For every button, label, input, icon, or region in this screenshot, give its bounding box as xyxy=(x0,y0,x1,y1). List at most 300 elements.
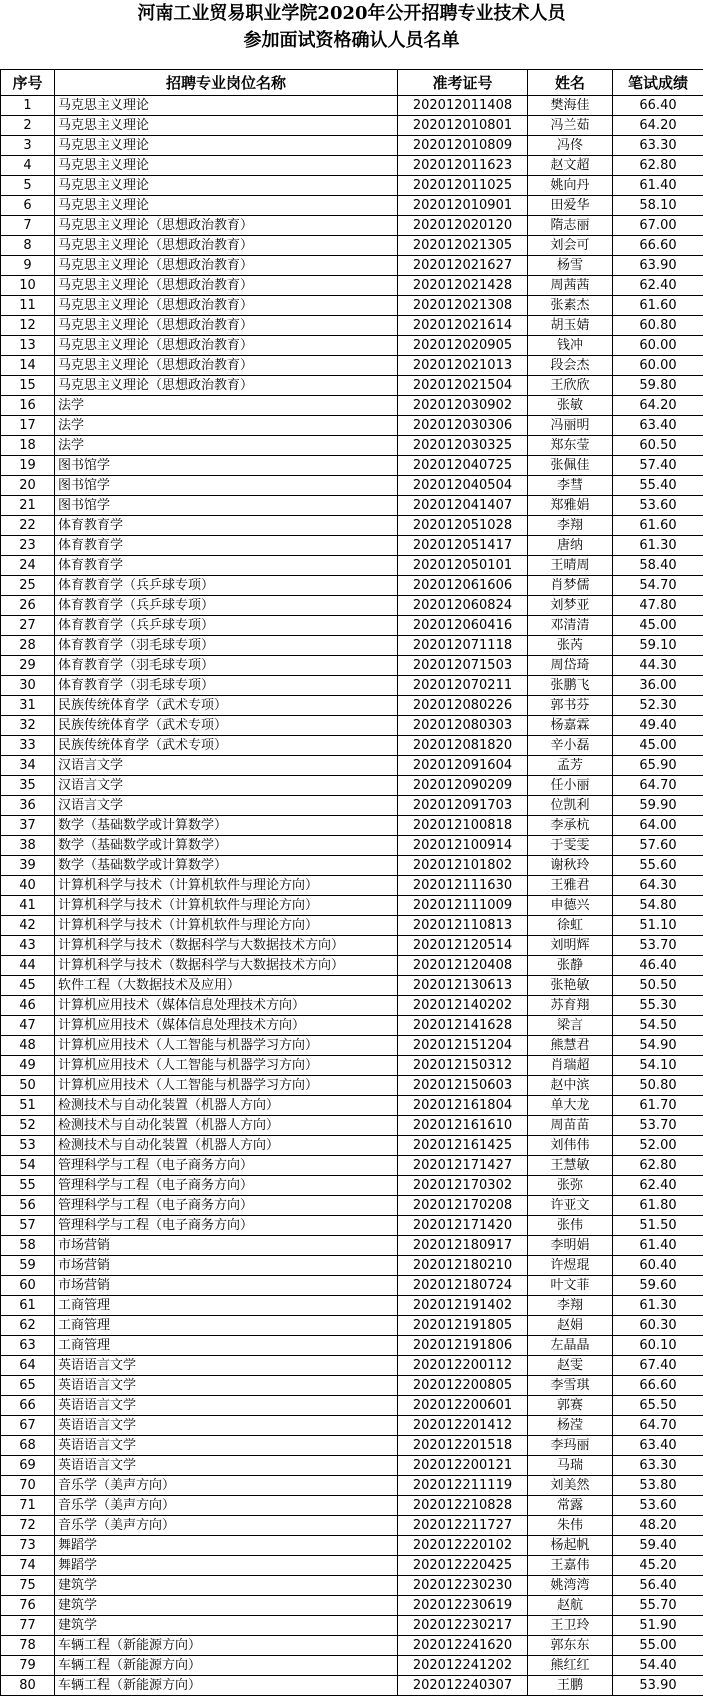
table-row xyxy=(1,1076,703,1096)
position-name-cell: 马克思主义理论（思想政治教育） xyxy=(55,336,398,356)
candidate-name-cell: 冯兰茹 xyxy=(528,116,613,136)
exam-number-cell: 202012071503 xyxy=(398,656,528,676)
written-score-cell: 53.70 xyxy=(613,936,703,956)
serial-number-cell: 68 xyxy=(1,1436,55,1456)
serial-number-cell: 20 xyxy=(1,476,55,496)
serial-number-cell: 48 xyxy=(1,1036,55,1056)
candidate-name-cell: 郭赛 xyxy=(528,1396,613,1416)
written-score-cell: 61.40 xyxy=(613,176,703,196)
candidate-name-cell: 任小丽 xyxy=(528,776,613,796)
written-score-cell: 47.80 xyxy=(613,596,703,616)
written-score-cell: 60.30 xyxy=(613,1316,703,1336)
written-score-cell: 63.30 xyxy=(613,136,703,156)
position-name-cell: 英语语言文学 xyxy=(55,1396,398,1416)
position-name-cell: 检测技术与自动化装置（机器人方向） xyxy=(55,1136,398,1156)
table-row xyxy=(1,836,703,856)
written-score-cell: 55.30 xyxy=(613,996,703,1016)
table-row xyxy=(1,1536,703,1556)
written-score-cell: 62.80 xyxy=(613,1156,703,1176)
table-row xyxy=(1,596,703,616)
serial-number-cell: 9 xyxy=(1,256,55,276)
serial-number-cell: 4 xyxy=(1,156,55,176)
position-name-cell: 马克思主义理论 xyxy=(55,156,398,176)
written-score-cell: 59.40 xyxy=(613,1536,703,1556)
position-name-cell: 马克思主义理论（思想政治教育） xyxy=(55,296,398,316)
table-row xyxy=(1,876,703,896)
written-score-cell: 63.40 xyxy=(613,416,703,436)
table-row xyxy=(1,456,703,476)
position-name-cell: 车辆工程（新能源方向） xyxy=(55,1676,398,1696)
serial-number-cell: 25 xyxy=(1,576,55,596)
serial-number-cell: 10 xyxy=(1,276,55,296)
candidate-name-cell: 张伟 xyxy=(528,1216,613,1236)
position-name-cell: 软件工程（大数据技术及应用） xyxy=(55,976,398,996)
position-name-cell: 舞蹈学 xyxy=(55,1556,398,1576)
serial-number-cell: 73 xyxy=(1,1536,55,1556)
written-score-cell: 46.40 xyxy=(613,956,703,976)
written-score-cell: 51.90 xyxy=(613,1616,703,1636)
exam-number-cell: 202012170302 xyxy=(398,1176,528,1196)
written-score-cell: 60.80 xyxy=(613,316,703,336)
exam-number-cell: 202012010801 xyxy=(398,116,528,136)
candidate-name-cell: 周苗苗 xyxy=(528,1116,613,1136)
candidate-name-cell: 张鹏飞 xyxy=(528,676,613,696)
position-name-cell: 英语语言文学 xyxy=(55,1416,398,1436)
table-row xyxy=(1,116,703,136)
exam-number-cell: 202012020120 xyxy=(398,216,528,236)
exam-number-cell: 202012211119 xyxy=(398,1476,528,1496)
candidate-name-cell: 王卫玲 xyxy=(528,1616,613,1636)
exam-number-cell: 202012081820 xyxy=(398,736,528,756)
exam-number-cell: 202012021305 xyxy=(398,236,528,256)
position-name-cell: 计算机应用技术（人工智能与机器学习方向） xyxy=(55,1036,398,1056)
table-row xyxy=(1,696,703,716)
candidate-name-cell: 赵娟 xyxy=(528,1316,613,1336)
written-score-cell: 64.70 xyxy=(613,1416,703,1436)
written-score-cell: 65.90 xyxy=(613,756,703,776)
exam-number-cell: 202012030902 xyxy=(398,396,528,416)
candidate-name-cell: 钱冲 xyxy=(528,336,613,356)
exam-number-cell: 202012201412 xyxy=(398,1416,528,1436)
candidate-name-cell: 位凯利 xyxy=(528,796,613,816)
serial-number-cell: 2 xyxy=(1,116,55,136)
exam-number-cell: 202012240307 xyxy=(398,1676,528,1696)
position-name-cell: 马克思主义理论（思想政治教育） xyxy=(55,356,398,376)
exam-number-cell: 202012180917 xyxy=(398,1236,528,1256)
exam-number-cell: 202012020905 xyxy=(398,336,528,356)
position-name-cell: 车辆工程（新能源方向） xyxy=(55,1656,398,1676)
serial-number-cell: 79 xyxy=(1,1656,55,1676)
exam-number-cell: 202012110813 xyxy=(398,916,528,936)
serial-number-cell: 62 xyxy=(1,1316,55,1336)
table-row xyxy=(1,236,703,256)
exam-number-cell: 202012220425 xyxy=(398,1556,528,1576)
table-row xyxy=(1,1296,703,1316)
exam-number-cell: 202012040504 xyxy=(398,476,528,496)
table-row xyxy=(1,636,703,656)
candidate-name-cell: 马瑞 xyxy=(528,1456,613,1476)
written-score-cell: 59.60 xyxy=(613,1276,703,1296)
position-name-cell: 数学（基础数学或计算数学） xyxy=(55,816,398,836)
serial-number-cell: 64 xyxy=(1,1356,55,1376)
header-serial-number: 序号 xyxy=(1,70,55,96)
table-row xyxy=(1,1316,703,1336)
candidate-name-cell: 谢秋玲 xyxy=(528,856,613,876)
written-score-cell: 64.20 xyxy=(613,116,703,136)
written-score-cell: 52.30 xyxy=(613,696,703,716)
candidate-name-cell: 李承杭 xyxy=(528,816,613,836)
written-score-cell: 54.90 xyxy=(613,1036,703,1056)
position-name-cell: 体育教育学（羽毛球专项） xyxy=(55,636,398,656)
serial-number-cell: 58 xyxy=(1,1236,55,1256)
table-row xyxy=(1,1276,703,1296)
serial-number-cell: 15 xyxy=(1,376,55,396)
candidate-name-cell: 梁言 xyxy=(528,1016,613,1036)
exam-number-cell: 202012220102 xyxy=(398,1536,528,1556)
exam-number-cell: 202012011623 xyxy=(398,156,528,176)
written-score-cell: 56.40 xyxy=(613,1576,703,1596)
written-score-cell: 60.00 xyxy=(613,356,703,376)
written-score-cell: 61.80 xyxy=(613,1196,703,1216)
position-name-cell: 法学 xyxy=(55,396,398,416)
position-name-cell: 马克思主义理论 xyxy=(55,176,398,196)
serial-number-cell: 17 xyxy=(1,416,55,436)
position-name-cell: 市场营销 xyxy=(55,1256,398,1276)
serial-number-cell: 18 xyxy=(1,436,55,456)
table-row xyxy=(1,896,703,916)
serial-number-cell: 77 xyxy=(1,1616,55,1636)
candidate-name-cell: 赵航 xyxy=(528,1596,613,1616)
serial-number-cell: 53 xyxy=(1,1136,55,1156)
exam-number-cell: 202012060416 xyxy=(398,616,528,636)
serial-number-cell: 54 xyxy=(1,1156,55,1176)
exam-number-cell: 202012210828 xyxy=(398,1496,528,1516)
serial-number-cell: 66 xyxy=(1,1396,55,1416)
exam-number-cell: 202012150312 xyxy=(398,1056,528,1076)
written-score-cell: 61.40 xyxy=(613,1236,703,1256)
serial-number-cell: 36 xyxy=(1,796,55,816)
serial-number-cell: 47 xyxy=(1,1016,55,1036)
table-row xyxy=(1,736,703,756)
position-name-cell: 音乐学（美声方向） xyxy=(55,1496,398,1516)
exam-number-cell: 202012191402 xyxy=(398,1296,528,1316)
candidate-name-cell: 张素杰 xyxy=(528,296,613,316)
written-score-cell: 63.90 xyxy=(613,256,703,276)
candidate-name-cell: 杨起帆 xyxy=(528,1536,613,1556)
candidate-name-cell: 孟芳 xyxy=(528,756,613,776)
candidate-name-cell: 杨滢 xyxy=(528,1416,613,1436)
position-name-cell: 体育教育学 xyxy=(55,536,398,556)
exam-number-cell: 202012101802 xyxy=(398,856,528,876)
serial-number-cell: 70 xyxy=(1,1476,55,1496)
table-row xyxy=(1,1176,703,1196)
serial-number-cell: 30 xyxy=(1,676,55,696)
exam-number-cell: 202012140202 xyxy=(398,996,528,1016)
candidate-name-cell: 李彗 xyxy=(528,476,613,496)
exam-number-cell: 202012230230 xyxy=(398,1576,528,1596)
candidate-name-cell: 李玛丽 xyxy=(528,1436,613,1456)
position-name-cell: 管理科学与工程（电子商务方向） xyxy=(55,1176,398,1196)
candidate-name-cell: 熊慧君 xyxy=(528,1036,613,1056)
serial-number-cell: 37 xyxy=(1,816,55,836)
exam-number-cell: 202012021504 xyxy=(398,376,528,396)
position-name-cell: 工商管理 xyxy=(55,1336,398,1356)
written-score-cell: 60.40 xyxy=(613,1256,703,1276)
exam-number-cell: 202012070211 xyxy=(398,676,528,696)
written-score-cell: 60.10 xyxy=(613,1336,703,1356)
serial-number-cell: 61 xyxy=(1,1296,55,1316)
position-name-cell: 市场营销 xyxy=(55,1236,398,1256)
exam-number-cell: 202012191806 xyxy=(398,1336,528,1356)
position-name-cell: 工商管理 xyxy=(55,1316,398,1336)
table-row xyxy=(1,716,703,736)
table-row xyxy=(1,1516,703,1536)
serial-number-cell: 45 xyxy=(1,976,55,996)
exam-number-cell: 202012200121 xyxy=(398,1456,528,1476)
exam-number-cell: 202012030325 xyxy=(398,436,528,456)
candidate-name-cell: 郑雅娟 xyxy=(528,496,613,516)
position-name-cell: 体育教育学 xyxy=(55,556,398,576)
position-name-cell: 马克思主义理论（思想政治教育） xyxy=(55,276,398,296)
candidate-name-cell: 王欣欣 xyxy=(528,376,613,396)
exam-number-cell: 202012200805 xyxy=(398,1376,528,1396)
candidate-name-cell: 刘明辉 xyxy=(528,936,613,956)
position-name-cell: 数学（基础数学或计算数学） xyxy=(55,836,398,856)
serial-number-cell: 22 xyxy=(1,516,55,536)
serial-number-cell: 19 xyxy=(1,456,55,476)
table-body xyxy=(1,96,703,1696)
written-score-cell: 45.00 xyxy=(613,736,703,756)
table-row xyxy=(1,1376,703,1396)
table-row xyxy=(1,1496,703,1516)
exam-number-cell: 202012021428 xyxy=(398,276,528,296)
table-row xyxy=(1,1156,703,1176)
exam-number-cell: 202012171427 xyxy=(398,1156,528,1176)
candidate-name-cell: 许亚文 xyxy=(528,1196,613,1216)
exam-number-cell: 202012120514 xyxy=(398,936,528,956)
header-exam-number: 准考证号 xyxy=(398,70,528,96)
position-name-cell: 管理科学与工程（电子商务方向） xyxy=(55,1196,398,1216)
position-name-cell: 管理科学与工程（电子商务方向） xyxy=(55,1216,398,1236)
position-name-cell: 计算机科学与技术（计算机软件与理论方向） xyxy=(55,896,398,916)
table-row xyxy=(1,376,703,396)
serial-number-cell: 14 xyxy=(1,356,55,376)
position-name-cell: 马克思主义理论（思想政治教育） xyxy=(55,316,398,336)
table-row xyxy=(1,276,703,296)
table-row xyxy=(1,316,703,336)
serial-number-cell: 60 xyxy=(1,1276,55,1296)
serial-number-cell: 26 xyxy=(1,596,55,616)
candidate-name-cell: 赵雯 xyxy=(528,1356,613,1376)
exam-number-cell: 202012241202 xyxy=(398,1656,528,1676)
serial-number-cell: 21 xyxy=(1,496,55,516)
candidate-name-cell: 周茜茜 xyxy=(528,276,613,296)
exam-number-cell: 202012051417 xyxy=(398,536,528,556)
candidate-name-cell: 苏育翔 xyxy=(528,996,613,1016)
position-name-cell: 汉语言文学 xyxy=(55,756,398,776)
position-name-cell: 工商管理 xyxy=(55,1296,398,1316)
written-score-cell: 54.80 xyxy=(613,896,703,916)
exam-number-cell: 202012161425 xyxy=(398,1136,528,1156)
candidate-name-cell: 王嘉伟 xyxy=(528,1556,613,1576)
table-row xyxy=(1,1236,703,1256)
written-score-cell: 62.40 xyxy=(613,1176,703,1196)
serial-number-cell: 52 xyxy=(1,1116,55,1136)
written-score-cell: 50.80 xyxy=(613,1076,703,1096)
written-score-cell: 64.00 xyxy=(613,816,703,836)
exam-number-cell: 202012230217 xyxy=(398,1616,528,1636)
written-score-cell: 54.50 xyxy=(613,1016,703,1036)
written-score-cell: 61.30 xyxy=(613,536,703,556)
serial-number-cell: 46 xyxy=(1,996,55,1016)
position-name-cell: 体育教育学（兵乒球专项） xyxy=(55,596,398,616)
serial-number-cell: 75 xyxy=(1,1576,55,1596)
candidate-name-cell: 单大龙 xyxy=(528,1096,613,1116)
written-score-cell: 64.70 xyxy=(613,776,703,796)
exam-number-cell: 202012060824 xyxy=(398,596,528,616)
candidate-name-cell: 王鹏 xyxy=(528,1676,613,1696)
table-row xyxy=(1,1056,703,1076)
exam-number-cell: 202012120408 xyxy=(398,956,528,976)
serial-number-cell: 42 xyxy=(1,916,55,936)
position-name-cell: 图书馆学 xyxy=(55,456,398,476)
serial-number-cell: 5 xyxy=(1,176,55,196)
exam-number-cell: 202012080303 xyxy=(398,716,528,736)
position-name-cell: 英语语言文学 xyxy=(55,1356,398,1376)
serial-number-cell: 29 xyxy=(1,656,55,676)
serial-number-cell: 55 xyxy=(1,1176,55,1196)
position-name-cell: 马克思主义理论 xyxy=(55,96,398,116)
candidate-name-cell: 肖梦儒 xyxy=(528,576,613,596)
table-row xyxy=(1,136,703,156)
serial-number-cell: 80 xyxy=(1,1676,55,1696)
table-row xyxy=(1,916,703,936)
serial-number-cell: 76 xyxy=(1,1596,55,1616)
candidate-name-cell: 张静 xyxy=(528,956,613,976)
candidate-name-cell: 张敏 xyxy=(528,396,613,416)
written-score-cell: 61.70 xyxy=(613,1096,703,1116)
table-row xyxy=(1,576,703,596)
table-row xyxy=(1,1476,703,1496)
candidate-name-cell: 左晶晶 xyxy=(528,1336,613,1356)
serial-number-cell: 74 xyxy=(1,1556,55,1576)
written-score-cell: 36.00 xyxy=(613,676,703,696)
candidate-name-cell: 张弥 xyxy=(528,1176,613,1196)
exam-number-cell: 202012061606 xyxy=(398,576,528,596)
written-score-cell: 45.20 xyxy=(613,1556,703,1576)
position-name-cell: 马克思主义理论 xyxy=(55,136,398,156)
serial-number-cell: 13 xyxy=(1,336,55,356)
candidate-name-cell: 郭书芬 xyxy=(528,696,613,716)
candidate-name-cell: 姚向丹 xyxy=(528,176,613,196)
serial-number-cell: 59 xyxy=(1,1256,55,1276)
candidate-name-cell: 常露 xyxy=(528,1496,613,1516)
position-name-cell: 马克思主义理论（思想政治教育） xyxy=(55,376,398,396)
candidate-name-cell: 赵文超 xyxy=(528,156,613,176)
candidate-name-cell: 张佩佳 xyxy=(528,456,613,476)
written-score-cell: 64.20 xyxy=(613,396,703,416)
exam-number-cell: 202012091604 xyxy=(398,756,528,776)
position-name-cell: 民族传统体育学（武术专项） xyxy=(55,736,398,756)
written-score-cell: 66.40 xyxy=(613,96,703,116)
position-name-cell: 建筑学 xyxy=(55,1596,398,1616)
serial-number-cell: 40 xyxy=(1,876,55,896)
serial-number-cell: 57 xyxy=(1,1216,55,1236)
table-row xyxy=(1,1636,703,1656)
table-row xyxy=(1,536,703,556)
position-name-cell: 计算机应用技术（媒体信息处理技术方向） xyxy=(55,1016,398,1036)
exam-number-cell: 202012150603 xyxy=(398,1076,528,1096)
table-row xyxy=(1,976,703,996)
position-name-cell: 车辆工程（新能源方向） xyxy=(55,1636,398,1656)
table-header-row xyxy=(1,70,703,96)
candidate-name-cell: 周岱琦 xyxy=(528,656,613,676)
serial-number-cell: 51 xyxy=(1,1096,55,1116)
candidate-name-cell: 田爱华 xyxy=(528,196,613,216)
position-name-cell: 检测技术与自动化装置（机器人方向） xyxy=(55,1096,398,1116)
table-row xyxy=(1,1356,703,1376)
exam-number-cell: 202012111630 xyxy=(398,876,528,896)
table-row xyxy=(1,96,703,116)
written-score-cell: 63.40 xyxy=(613,1436,703,1456)
position-name-cell: 图书馆学 xyxy=(55,496,398,516)
exam-number-cell: 202012071118 xyxy=(398,636,528,656)
written-score-cell: 52.00 xyxy=(613,1136,703,1156)
table-row xyxy=(1,856,703,876)
serial-number-cell: 67 xyxy=(1,1416,55,1436)
written-score-cell: 61.60 xyxy=(613,296,703,316)
written-score-cell: 53.60 xyxy=(613,1496,703,1516)
position-name-cell: 法学 xyxy=(55,436,398,456)
exam-number-cell: 202012161610 xyxy=(398,1116,528,1136)
written-score-cell: 49.40 xyxy=(613,716,703,736)
header-candidate-name: 姓名 xyxy=(528,70,613,96)
serial-number-cell: 8 xyxy=(1,236,55,256)
written-score-cell: 55.60 xyxy=(613,856,703,876)
position-name-cell: 计算机应用技术（人工智能与机器学习方向） xyxy=(55,1056,398,1076)
candidate-name-cell: 杨雪 xyxy=(528,256,613,276)
candidate-name-cell: 王晴周 xyxy=(528,556,613,576)
table-row xyxy=(1,1216,703,1236)
written-score-cell: 60.00 xyxy=(613,336,703,356)
candidate-name-cell: 唐纳 xyxy=(528,536,613,556)
serial-number-cell: 71 xyxy=(1,1496,55,1516)
table-row xyxy=(1,956,703,976)
exam-number-cell: 202012200601 xyxy=(398,1396,528,1416)
serial-number-cell: 11 xyxy=(1,296,55,316)
serial-number-cell: 65 xyxy=(1,1376,55,1396)
exam-number-cell: 202012171420 xyxy=(398,1216,528,1236)
written-score-cell: 58.40 xyxy=(613,556,703,576)
exam-number-cell: 202012091703 xyxy=(398,796,528,816)
candidate-name-cell: 朱伟 xyxy=(528,1516,613,1536)
exam-number-cell: 202012051028 xyxy=(398,516,528,536)
exam-number-cell: 202012010901 xyxy=(398,196,528,216)
exam-number-cell: 202012180210 xyxy=(398,1256,528,1276)
position-name-cell: 管理科学与工程（电子商务方向） xyxy=(55,1156,398,1176)
serial-number-cell: 1 xyxy=(1,96,55,116)
position-name-cell: 马克思主义理论 xyxy=(55,116,398,136)
position-name-cell: 马克思主义理论（思想政治教育） xyxy=(55,236,398,256)
candidate-name-cell: 熊红红 xyxy=(528,1656,613,1676)
serial-number-cell: 35 xyxy=(1,776,55,796)
exam-number-cell: 202012161804 xyxy=(398,1096,528,1116)
exam-number-cell: 202012241620 xyxy=(398,1636,528,1656)
written-score-cell: 54.70 xyxy=(613,576,703,596)
candidate-name-cell: 冯丽明 xyxy=(528,416,613,436)
written-score-cell: 60.50 xyxy=(613,436,703,456)
position-name-cell: 计算机应用技术（人工智能与机器学习方向） xyxy=(55,1076,398,1096)
